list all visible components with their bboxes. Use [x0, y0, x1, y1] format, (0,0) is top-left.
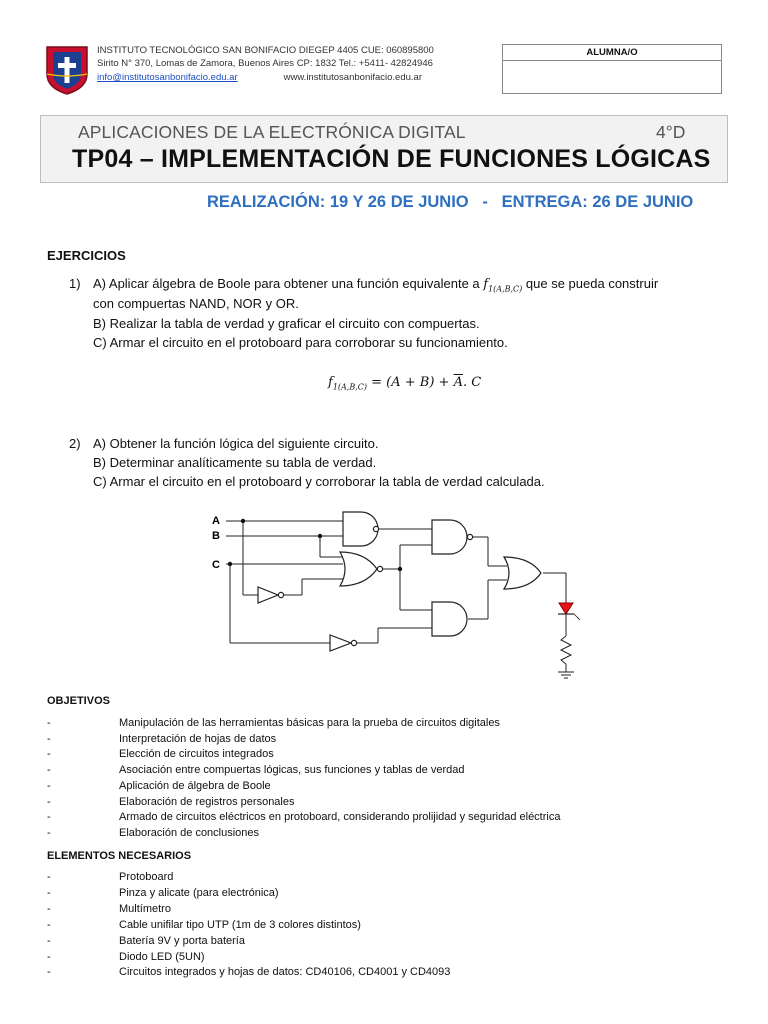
- input-c-label: C: [212, 559, 220, 571]
- materials-heading: ELEMENTOS NECESARIOS: [47, 850, 192, 862]
- address-line: Sirito N° 370, Lomas de Zamora, Buenos Aires CP: 1832 Tel.: +5411- 42824946: [97, 58, 433, 69]
- exercise-1-number: 1): [69, 276, 81, 291]
- list-item-text: Elaboración de conclusiones: [119, 826, 260, 839]
- student-name-box: [502, 44, 722, 94]
- exercises-heading: EJERCICIOS: [47, 248, 126, 263]
- list-item: [47, 748, 727, 764]
- list-item: [47, 919, 727, 935]
- list-item: [47, 733, 727, 749]
- logic-circuit-diagram: [200, 500, 600, 685]
- school-logo: [44, 44, 90, 96]
- list-item: [47, 903, 727, 919]
- exercise-1-line-2: con compuertas NAND, NOR y OR.: [93, 296, 299, 311]
- website-text: www.institutosanbonifacio.edu.ar: [283, 72, 422, 83]
- list-item-text: Protoboard: [119, 871, 174, 883]
- list-bullet: -: [47, 934, 51, 947]
- list-item-text: Manipulación de las herramientas básicas para la prueba de circuitos digitales: [119, 717, 500, 729]
- list-item: [47, 871, 727, 887]
- list-bullet: -: [47, 902, 51, 915]
- subject-title: APLICACIONES DE LA ELECTRÓNICA DIGITAL: [78, 122, 466, 142]
- exercise-2-line-3: C) Armar el circuito en el protoboard y corroborar la tabla de verdad calculada.: [93, 474, 545, 489]
- list-item-text: Elaboración de registros personales: [119, 795, 295, 808]
- list-item: [47, 827, 727, 843]
- course-label: 4°D: [656, 122, 686, 142]
- list-bullet: -: [47, 811, 51, 824]
- list-bullet: -: [47, 764, 51, 777]
- list-bullet: -: [47, 871, 51, 883]
- list-bullet: -: [47, 950, 51, 963]
- and-gate-3: [432, 602, 467, 636]
- list-item-text: Elección de circuitos integrados: [119, 748, 274, 761]
- list-item: [47, 717, 727, 733]
- exercise-1-line-3: B) Realizar la tabla de verdad y graficar el circuito con compuertas.: [93, 316, 480, 331]
- exercise-1-line-1: A) Aplicar álgebra de Boole para obtener una función equivalente a $f_{1(A,B,C)}$ que se pueda construir: [93, 276, 659, 294]
- list-item: [47, 887, 727, 903]
- list-item-text: Cable unifilar tipo UTP (1m de 3 colores distintos): [119, 918, 361, 931]
- list-item-text: Armado de circuitos eléctricos en protoboard, considerando prolijidad y seguridad eléctrica: [119, 811, 561, 824]
- and-gate-1-bubble: [373, 526, 378, 531]
- boolean-formula: $f_{1(A,B,C)} = (A + B) + \overline{A}$. C: [328, 375, 482, 392]
- exercise-1-line-4: C) Armar el circuito en el protoboard para corroborar su funcionamiento.: [93, 335, 508, 350]
- list-bullet: -: [47, 779, 51, 792]
- list-item-text: Batería 9V y porta batería: [119, 934, 245, 947]
- list-item: [47, 796, 727, 812]
- list-item: [47, 764, 727, 780]
- and-gate-2-bubble: [467, 534, 472, 539]
- list-item: [47, 811, 727, 827]
- list-bullet: -: [47, 748, 51, 761]
- list-item: [47, 935, 727, 951]
- and-gate-1: [343, 512, 378, 546]
- institute-line: INSTITUTO TECNOLÓGICO SAN BONIFACIO DIEGEP 4405 CUE: 060895800: [97, 45, 434, 56]
- list-item-text: Interpretación de hojas de datos: [119, 732, 277, 745]
- exercise-2-line-2: B) Determinar analíticamente su tabla de verdad.: [93, 455, 377, 470]
- input-a-label: A: [212, 515, 220, 527]
- inverter-2: [330, 635, 351, 651]
- list-item: [47, 951, 727, 967]
- function-symbol: $f_{1(A,B,C)}$: [483, 277, 523, 294]
- dates-banner: REALIZACIÓN: 19 Y 26 DE JUNIO - ENTREGA: 26 DE JUNIO: [207, 193, 694, 211]
- list-bullet: -: [47, 826, 51, 839]
- list-bullet: -: [47, 795, 51, 808]
- list-item-text: Multímetro: [119, 902, 171, 915]
- list-bullet: -: [47, 918, 51, 931]
- list-item-text: Circuitos integrados y hojas de datos: CD40106, CD4001 y CD4093: [119, 966, 451, 979]
- list-bullet: -: [47, 717, 51, 729]
- input-b-label: B: [212, 530, 220, 542]
- contact-line: [97, 72, 422, 83]
- list-item: [47, 966, 727, 982]
- objectives-heading: OBJETIVOS: [47, 695, 110, 707]
- student-label: ALUMNA/O: [503, 45, 721, 61]
- email-link[interactable]: info@institutosanbonifacio.edu.ar: [97, 72, 238, 83]
- or-gate-1-bubble: [377, 566, 382, 571]
- list-item-text: Pinza y alicate (para electrónica): [119, 886, 279, 899]
- list-bullet: -: [47, 886, 51, 899]
- list-item: [47, 780, 727, 796]
- exercise-2-line-1: A) Obtener la función lógica del siguiente circuito.: [93, 436, 379, 451]
- inverter-1: [258, 587, 278, 603]
- page-title: TP04 – IMPLEMENTACIÓN DE FUNCIONES LÓGICAS: [72, 145, 711, 173]
- list-item-text: Diodo LED (5UN): [119, 950, 205, 963]
- exercise-2-number: 2): [69, 436, 81, 451]
- list-item-text: Aplicación de álgebra de Boole: [119, 779, 271, 792]
- or-gate-final: [504, 557, 541, 589]
- list-item-text: Asociación entre compuertas lógicas, sus funciones y tablas de verdad: [119, 764, 465, 777]
- and-gate-2: [432, 520, 467, 554]
- list-bullet: -: [47, 732, 51, 745]
- led-diode-icon: [558, 603, 580, 620]
- list-bullet: -: [47, 966, 51, 979]
- or-gate-1: [340, 552, 377, 586]
